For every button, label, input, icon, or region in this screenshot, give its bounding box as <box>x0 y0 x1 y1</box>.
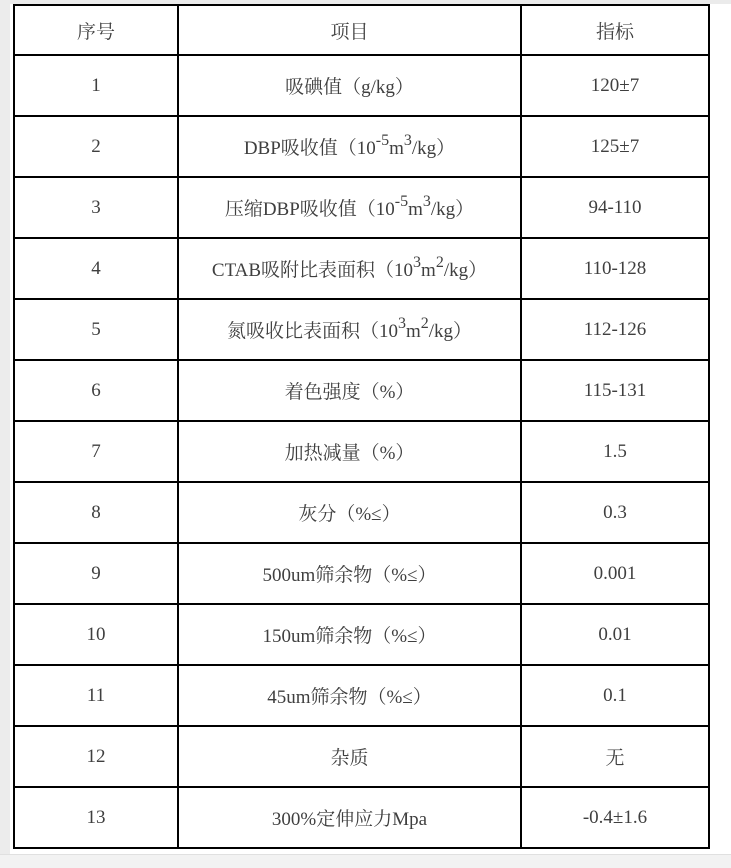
item-cell: 着色强度（%） <box>178 360 521 421</box>
value-cell: 1.5 <box>521 421 709 482</box>
superscript: 3 <box>413 254 422 271</box>
spec-table-header <box>14 5 709 55</box>
table-row <box>14 360 709 421</box>
item-cell: 灰分（%≤） <box>178 482 521 543</box>
table-row <box>14 299 709 360</box>
table-row <box>14 665 709 726</box>
value-cell: 0.1 <box>521 665 709 726</box>
page-margin-top <box>0 0 731 4</box>
spec-table <box>13 4 710 849</box>
row-number-cell: 12 <box>14 726 178 787</box>
item-cell: 500um筛余物（%≤） <box>178 543 521 604</box>
table-row <box>14 177 709 238</box>
page-margin-bottom <box>0 854 731 868</box>
header-cell-item: 项目 <box>178 5 521 55</box>
value-cell: 115-131 <box>521 360 709 421</box>
item-cell: DBP吸收值$(10^{-5}m^3/kg)$ <box>178 116 521 177</box>
row-number-cell: 3 <box>14 177 178 238</box>
superscript: 2 <box>420 315 429 332</box>
spec-table-body <box>14 55 709 848</box>
row-number-cell: 1 <box>14 55 178 116</box>
superscript: 3 <box>422 193 431 210</box>
table-row <box>14 543 709 604</box>
item-cell: 300%定伸应力Mpa <box>178 787 521 848</box>
table-row <box>14 482 709 543</box>
item-cell: 加热减量（%） <box>178 421 521 482</box>
row-number-cell: 9 <box>14 543 178 604</box>
row-number-cell: 11 <box>14 665 178 726</box>
value-cell: 0.01 <box>521 604 709 665</box>
value-cell: -0.4±1.6 <box>521 787 709 848</box>
row-number-cell: 2 <box>14 116 178 177</box>
value-cell: 94-110 <box>521 177 709 238</box>
row-number-cell: 13 <box>14 787 178 848</box>
row-number-cell: 10 <box>14 604 178 665</box>
row-number-cell: 7 <box>14 421 178 482</box>
superscript: 3 <box>397 315 406 332</box>
superscript: 3 <box>403 132 412 149</box>
table-row <box>14 787 709 848</box>
item-cell: 150um筛余物（%≤） <box>178 604 521 665</box>
value-cell: 110-128 <box>521 238 709 299</box>
row-number-cell: 4 <box>14 238 178 299</box>
item-cell: CTAB吸附比表面积$(10^3m^2/kg)$ <box>178 238 521 299</box>
item-cell: 氮吸收比表面积$(10^3m^2/kg)$ <box>178 299 521 360</box>
row-number-cell: 8 <box>14 482 178 543</box>
header-cell-value: 指标 <box>521 5 709 55</box>
value-cell: 0.001 <box>521 543 709 604</box>
value-cell: 0.3 <box>521 482 709 543</box>
item-cell: 吸碘值（g/kg） <box>178 55 521 116</box>
value-cell: 无 <box>521 726 709 787</box>
superscript: 2 <box>435 254 444 271</box>
header-row <box>14 5 709 55</box>
table-row <box>14 604 709 665</box>
page-margin-left <box>0 0 10 854</box>
table-row <box>14 116 709 177</box>
row-number-cell: 5 <box>14 299 178 360</box>
value-cell: 112-126 <box>521 299 709 360</box>
table-row <box>14 726 709 787</box>
value-cell: 120±7 <box>521 55 709 116</box>
item-cell: 压缩DBP吸收值$(10^{-5}m^3/kg)$ <box>178 177 521 238</box>
table-row <box>14 421 709 482</box>
superscript: -5 <box>375 132 390 149</box>
header-cell-number: 序号 <box>14 5 178 55</box>
item-cell: 杂质 <box>178 726 521 787</box>
superscript: -5 <box>394 193 409 210</box>
value-cell: 125±7 <box>521 116 709 177</box>
table-row <box>14 55 709 116</box>
row-number-cell: 6 <box>14 360 178 421</box>
table-row <box>14 238 709 299</box>
item-cell: 45um筛余物（%≤） <box>178 665 521 726</box>
